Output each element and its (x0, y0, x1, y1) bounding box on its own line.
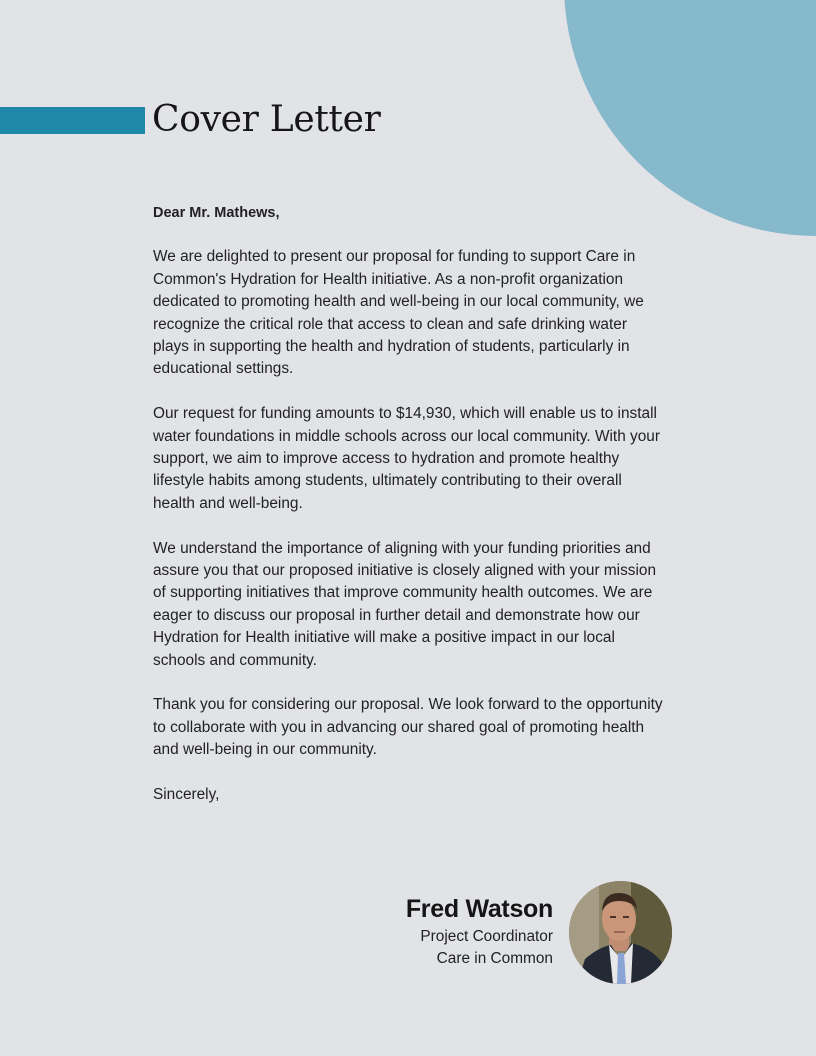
page-title: Cover Letter (152, 99, 381, 140)
paragraph-intro: We are delighted to present our proposal for funding to support Care in Common's Hydration for Health initiative. As a non-profit organization dedicated to promoting health and well-being in our local community, we recognize the critical role that access to clean and safe drinking water plays in supporting the health and hydration of students, particularly in educational settings. (153, 248, 644, 378)
salutation: Dear Mr. Mathews, (153, 205, 280, 221)
letter-body (153, 202, 663, 829)
decorative-circle (564, 0, 816, 236)
signer-organization: Care in Common (436, 950, 553, 968)
portrait-photo-icon (569, 881, 672, 984)
signer-name: Fred Watson (405, 895, 553, 923)
title-accent-bar (0, 107, 145, 134)
signature-block (406, 892, 553, 971)
signer-role: Project Coordinator (420, 928, 553, 945)
paragraph-thanks: Thank you for considering our proposal. We look forward to the opportunity to collaborate with you in advancing our shared goal of promoting health and well-being in our community. (153, 696, 663, 759)
paragraph-funding-request: Our request for funding amounts to $14,930, which will enable us to install water foundations in middle schools across our local community. With your support, we aim to improve access to hydration and promote healthy lifestyle habits among students, ultimately contributing to their overall health and well-being. (153, 405, 660, 512)
closing: Sincerely, (153, 786, 220, 804)
paragraph-alignment: We understand the importance of aligning with your funding priorities and assure you that our proposed initiative is closely aligned with your mission of supporting initiatives that improve community health outcomes. We are eager to discuss our proposal in further detail and demonstrate how our Hydration for Health initiative will make a positive impact in our local schools and community. (153, 539, 657, 669)
avatar (569, 881, 672, 984)
